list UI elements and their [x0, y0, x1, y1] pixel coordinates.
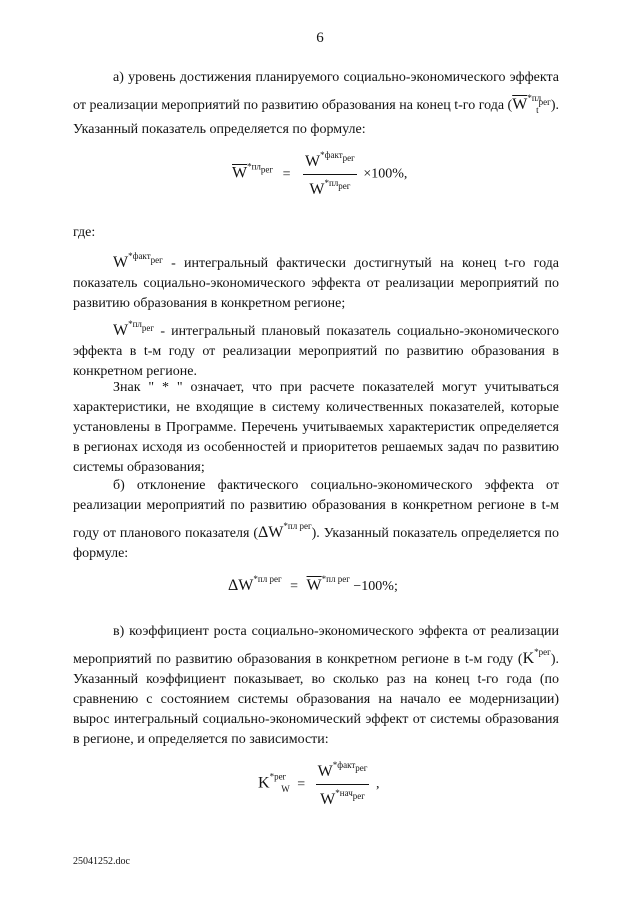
- formula1-lhs-sup: *пл: [247, 161, 261, 172]
- formula2-lhs: ΔW: [228, 577, 254, 594]
- formula-1: $\overline{W}^{*плрег}$ = $\frac{W^{*фактрег}}{W^{*плрег}}$ ×100%,: [232, 150, 408, 198]
- definition-2-symbol: [113, 314, 154, 342]
- definition-1-symbol: [113, 246, 163, 274]
- formula3-fraction: $\frac{W^{*фактрег}}{W^{*начрег}}$: [317, 760, 368, 808]
- def2-sup2: рег: [141, 323, 155, 333]
- formula1-fraction: [303, 150, 357, 199]
- paragraph-b: [73, 476, 559, 564]
- formula1-lhs-sup2: рег: [260, 164, 274, 175]
- paragraph-a-tail: ). Указанный показатель определяется по формуле:: [73, 98, 559, 137]
- paragraph-b-tail: ). Указанный показатель определяется по формуле:: [73, 526, 559, 561]
- formula1-num-var: W: [305, 153, 321, 170]
- para-b-sym: ΔW: [258, 524, 284, 541]
- formula3-den-sup: *нач: [335, 788, 353, 798]
- formula1-tail: ×100%,: [363, 166, 408, 182]
- formula2-rhs: $\overline{W}$: [306, 577, 322, 594]
- def2-sup: *пл: [128, 319, 142, 329]
- paragraph-a-text: а) уровень достижения планируемого социально-экономического эффекта от реализации мероприятий по развитию образования на конец t-го года (: [73, 70, 559, 113]
- formula3-num-sup2: рег: [355, 763, 368, 773]
- inline-formula-delta-w: $\Delta W^{*пл рег}$: [258, 521, 312, 541]
- def1-sup2: рег: [150, 255, 163, 265]
- sign-paragraph: [73, 378, 559, 478]
- formula1-den-sup: *пл: [324, 178, 339, 188]
- definition-1: [73, 246, 559, 314]
- formula-2: $\Delta W^{*пл рег} = \overline{W}^{*пл рег} -100\%$;: [228, 574, 398, 594]
- definition-2-text: - интегральный плановый показатель социально-экономического эффекта в t-м году от реализации мероприятий по развитию образования в конкретном регионе.: [73, 324, 560, 379]
- formula1-den-var: W: [309, 181, 325, 198]
- inline-formula-w-plan: $\overline{W}^{*пл}_t^{рег}$: [512, 93, 551, 115]
- page-number: 6: [316, 30, 324, 46]
- formula2-tail: −100%;: [353, 579, 398, 594]
- formula3-tail: ,: [375, 776, 380, 792]
- where-label: где:: [73, 225, 96, 240]
- paragraph-c: [73, 622, 559, 750]
- formula2-eq: =: [290, 579, 299, 594]
- formula3-lhs-sup: *рег: [269, 771, 287, 782]
- formula3-lhs-sub: W: [281, 783, 290, 794]
- def1-sup: *факт: [128, 251, 151, 261]
- formula1-lhs: $\overline{W}$: [232, 164, 248, 182]
- formula1-num-sup: *факт: [320, 150, 343, 160]
- formula3-num-sup: *факт: [332, 760, 356, 770]
- formula1-num-sup2: рег: [342, 153, 355, 163]
- footer-filename: 25041252.doc: [73, 856, 130, 867]
- sign-paragraph-text: Знак " * " означает, что при расчете показателей могут учитываться характеристики, не входящие в систему количественных показателей, которые установлены в Программе. Перечень учитываемых характеристик определяется в регионах исходя из особенностей и приоритетов решаемых задач по развитию системы образования;: [73, 380, 559, 475]
- definition-2: [73, 314, 559, 382]
- paragraph-b-text: б) отклонение фактического социально-экономического эффекта от реализации мероприятий по развитию образования в конкретном регионе в t-м году от планового показателя (: [73, 478, 559, 541]
- formula3-lhs: K: [258, 774, 270, 792]
- paragraph-a: [73, 68, 559, 140]
- formula-3: $K^{*рег}_W$ = $\frac{W^{*фактрег}}{W^{*начрег}}$ ,: [258, 760, 380, 808]
- inline-formula-k: $K^{*рег}$: [522, 647, 551, 667]
- definition-1-text: - интегральный фактически достигнутый на конец t-го года показатель социально-экономического эффекта от реализации мероприятий по развитию образования в конкретном регионе;: [73, 256, 560, 311]
- def2-var: W: [113, 322, 129, 339]
- para-c-sym: K: [522, 650, 535, 667]
- formula3-den-sup2: рег: [352, 791, 365, 801]
- def1-var: W: [113, 254, 129, 271]
- formula1-den-sup2: рег: [338, 181, 351, 191]
- paragraph-c-tail: ). Указанный коэффициент показывает, во сколько раз на конец t-го года (по сравнению с состоянием системы образования на начало ее модернизации) вырос интегральный социально-экономический эффект от системы образования в регионе, и определяется по зависимости:: [73, 652, 559, 747]
- paragraph-c-text: в) коэффициент роста социально-экономического эффекта от реализации мероприятий по развитию образования в конкретном регионе в t-м году (: [73, 624, 559, 667]
